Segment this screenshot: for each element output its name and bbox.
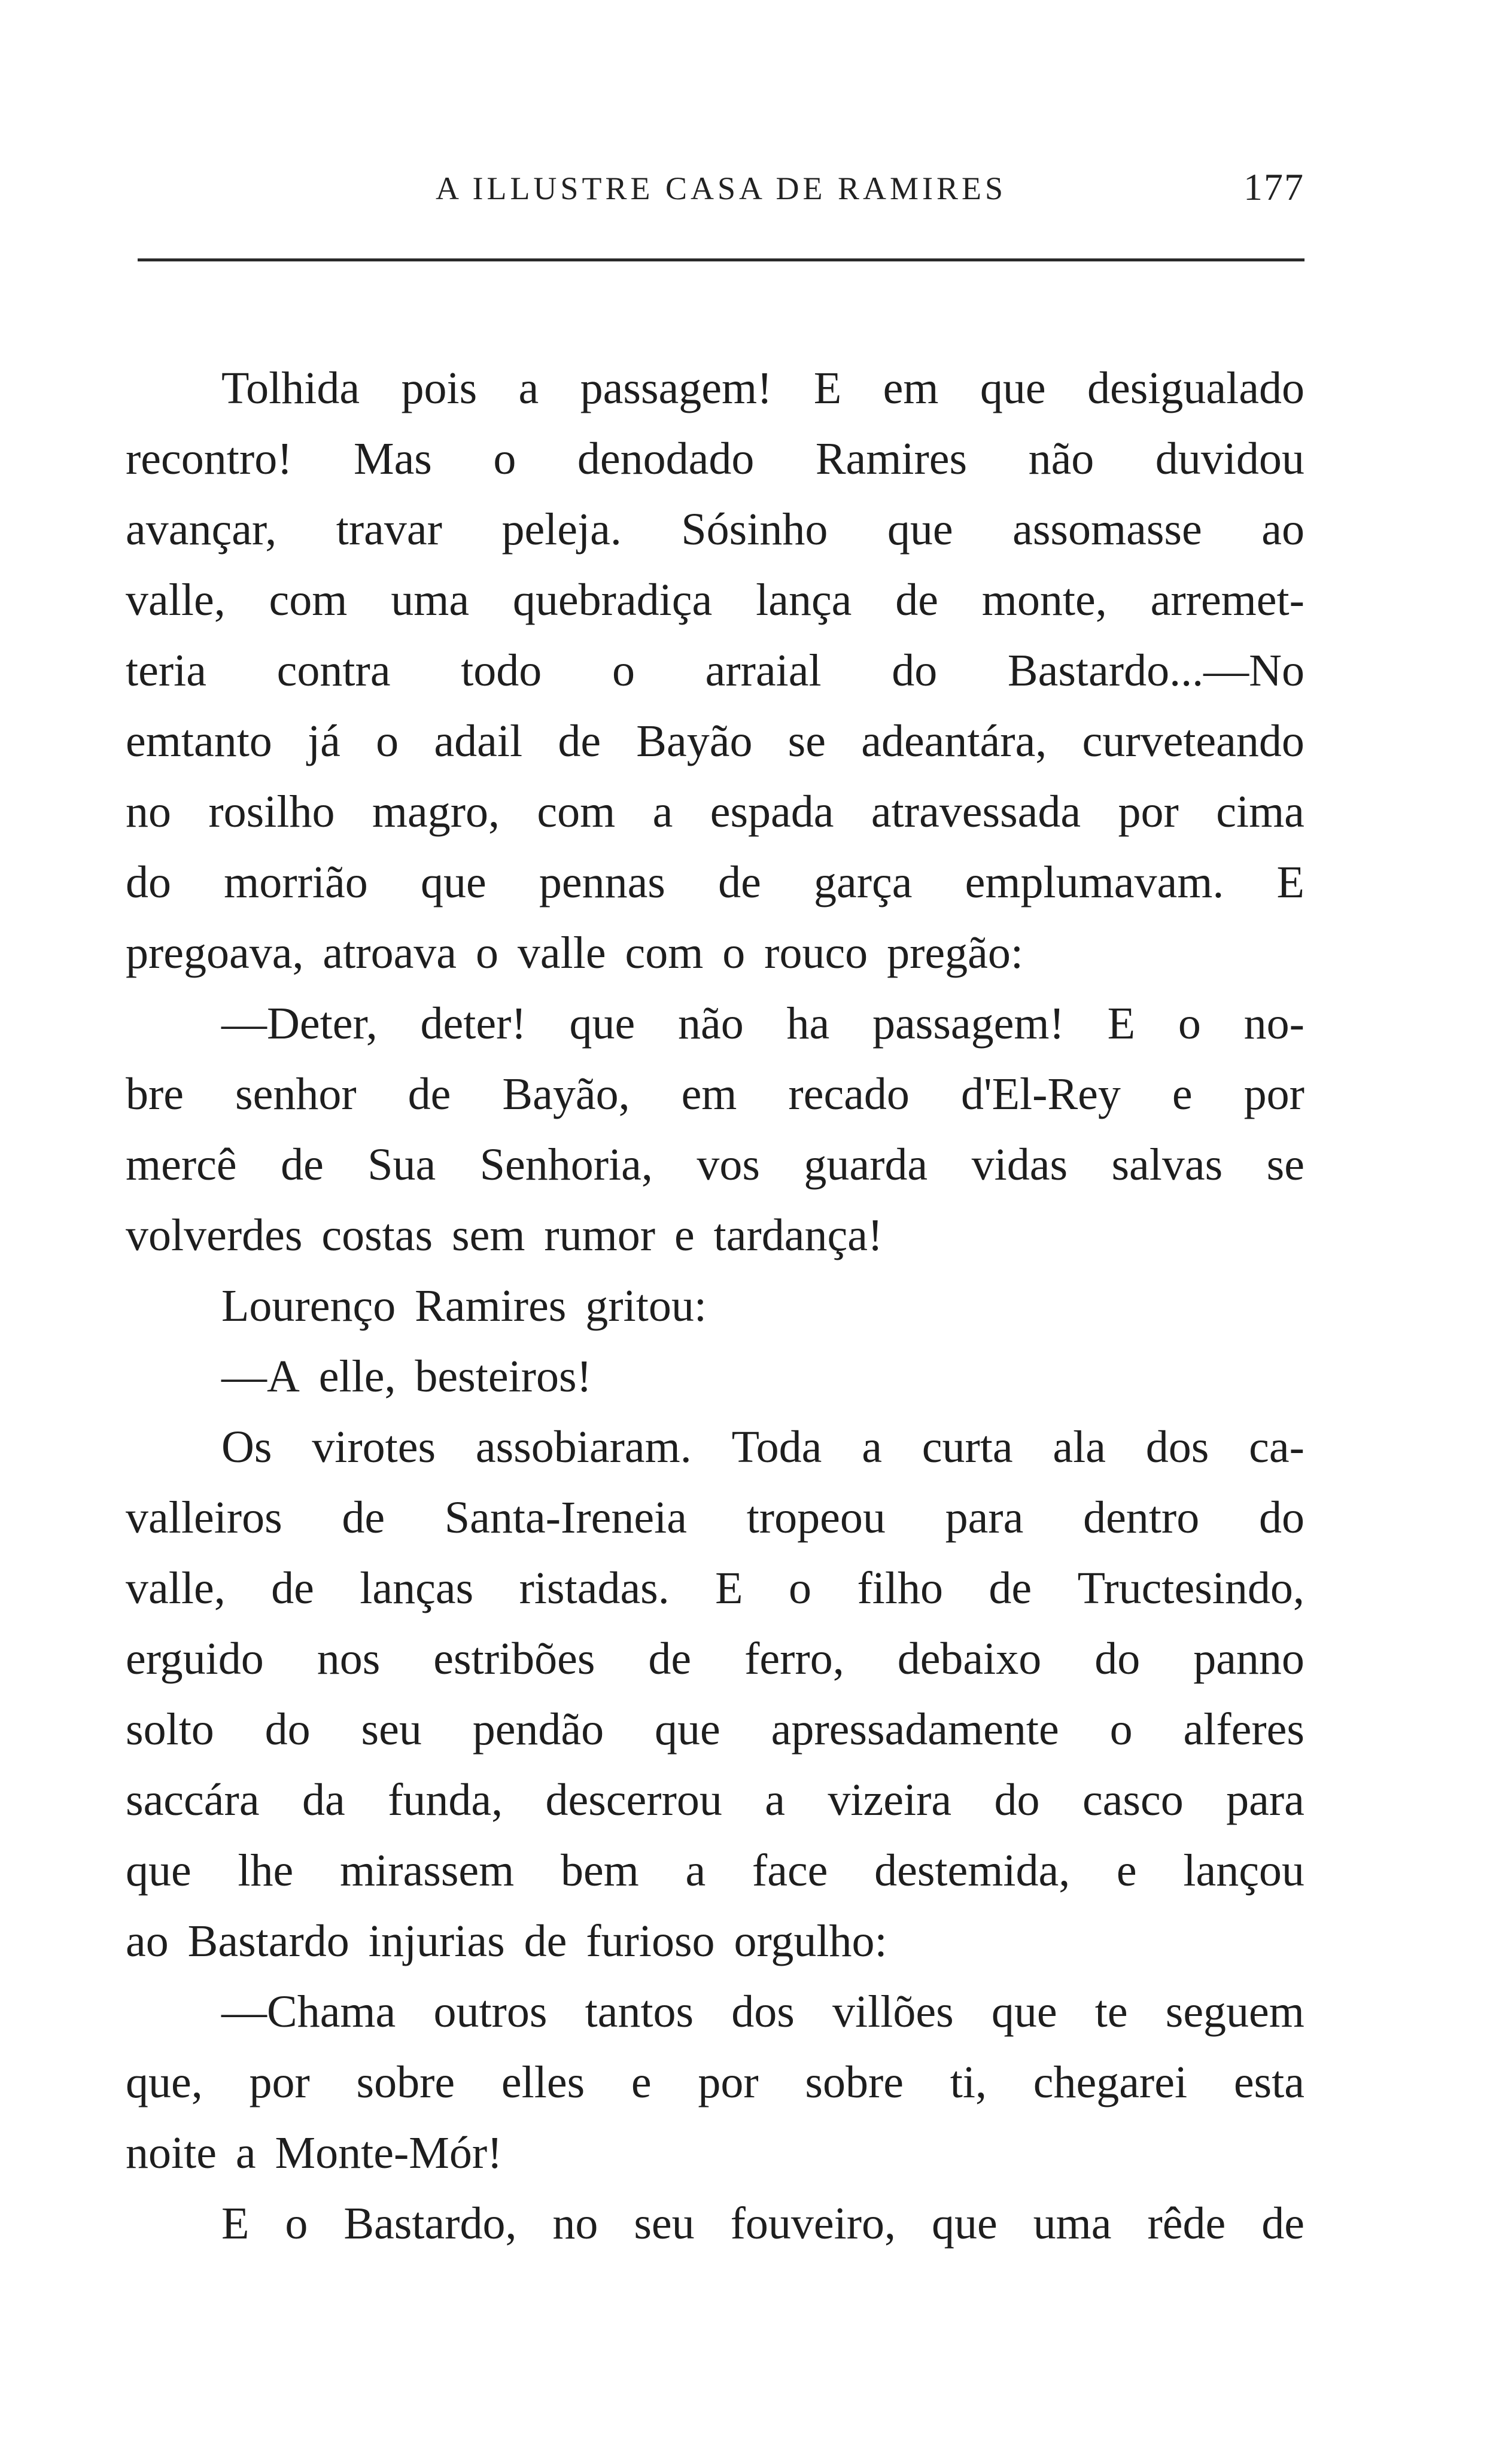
header-rule xyxy=(138,258,1304,261)
word: e xyxy=(1172,1069,1193,1119)
word: filho xyxy=(857,1563,943,1613)
word: volverdes xyxy=(126,1210,303,1260)
word: sobre xyxy=(805,2057,904,2107)
word: passagem! xyxy=(872,998,1065,1049)
word: vizeira xyxy=(828,1775,952,1825)
word: desigualado xyxy=(1087,363,1304,413)
text-line xyxy=(126,353,1304,424)
word: o xyxy=(285,2198,308,2249)
word: bre xyxy=(126,1069,184,1119)
word: para xyxy=(1226,1775,1304,1825)
word: panno xyxy=(1193,1634,1304,1684)
word: adeantára, xyxy=(861,716,1047,766)
word: que, xyxy=(126,2057,203,2107)
text-line xyxy=(126,424,1304,494)
word: ha xyxy=(786,998,830,1049)
text-line xyxy=(126,2188,1304,2259)
word: e xyxy=(1116,1845,1137,1896)
word: pendão xyxy=(472,1704,604,1755)
word: dentro xyxy=(1083,1493,1200,1543)
word: a xyxy=(765,1775,786,1825)
word: seu xyxy=(361,1704,422,1755)
text-line xyxy=(126,494,1304,565)
text-line xyxy=(126,1553,1304,1624)
word: do xyxy=(1258,1493,1304,1543)
word: tardança! xyxy=(713,1210,883,1260)
text-line xyxy=(126,1412,1304,1482)
word: por xyxy=(1243,1069,1304,1119)
word: Sósinho xyxy=(681,504,828,555)
word: descerrou xyxy=(545,1775,722,1825)
word: Sua xyxy=(367,1140,436,1190)
text-line xyxy=(126,1765,1304,1835)
word: assobiaram. xyxy=(475,1422,692,1472)
word: no xyxy=(552,2198,598,2249)
word: E xyxy=(1276,857,1304,907)
word: e xyxy=(631,2057,652,2107)
word: estribões xyxy=(433,1634,595,1684)
word: com xyxy=(625,928,704,978)
word: de xyxy=(342,1493,385,1543)
word: o xyxy=(475,928,498,978)
word: ristadas. xyxy=(519,1563,670,1613)
word: assomasse xyxy=(1012,504,1202,555)
word: valle, xyxy=(126,1563,226,1613)
word: Toda xyxy=(731,1422,822,1472)
word: ferro, xyxy=(744,1634,844,1684)
running-header xyxy=(138,162,1304,215)
word: contra xyxy=(276,645,391,696)
word: erguido xyxy=(126,1634,264,1684)
word: valle, xyxy=(126,575,226,625)
word: monte, xyxy=(981,575,1107,625)
word: ala xyxy=(1053,1422,1106,1472)
word: atravessada xyxy=(871,787,1081,837)
word: debaixo xyxy=(897,1634,1042,1684)
text-line xyxy=(126,1482,1304,1553)
word: pregoava, xyxy=(126,928,304,978)
word: Bastardo xyxy=(187,1916,349,1966)
word: Bayão xyxy=(636,716,753,766)
word: no xyxy=(126,787,171,837)
word: villões xyxy=(832,1987,954,2037)
word: quebradiça xyxy=(512,575,713,625)
word: emtanto xyxy=(126,716,272,766)
word: d'El-Rey xyxy=(960,1069,1121,1119)
word: E xyxy=(813,363,842,413)
word: Tructesindo, xyxy=(1077,1563,1304,1613)
word: o xyxy=(1109,1704,1133,1755)
word: de xyxy=(718,857,761,907)
word: do xyxy=(126,857,171,907)
word: virotes xyxy=(312,1422,436,1472)
word: por xyxy=(249,2057,310,2107)
text-line xyxy=(126,1341,1304,1412)
word: a xyxy=(235,2128,256,2178)
word: rouco xyxy=(764,928,868,978)
word: peleja. xyxy=(501,504,622,555)
word: pennas xyxy=(539,857,665,907)
word: se xyxy=(787,716,826,766)
word: o xyxy=(722,928,746,978)
word: apressadamente xyxy=(771,1704,1059,1755)
word: que xyxy=(980,363,1046,413)
word: todo xyxy=(461,645,542,696)
word: lanças xyxy=(360,1563,474,1613)
word: alferes xyxy=(1183,1704,1304,1755)
word: Lourenço xyxy=(221,1281,396,1331)
word: Bastardo, xyxy=(343,2198,517,2249)
word: do xyxy=(1094,1634,1141,1684)
word: destemida, xyxy=(874,1845,1071,1896)
word: seguem xyxy=(1165,1987,1304,2037)
word: funda, xyxy=(388,1775,503,1825)
word: noite xyxy=(126,2128,217,2178)
word: face xyxy=(752,1845,828,1896)
word: passagem! xyxy=(580,363,773,413)
text-line xyxy=(126,1059,1304,1129)
word: Ramires xyxy=(415,1281,567,1331)
text-line xyxy=(126,706,1304,776)
word: morrião xyxy=(224,857,368,907)
word: arremet- xyxy=(1150,575,1304,625)
text-line xyxy=(126,1624,1304,1694)
word: denodado xyxy=(577,434,755,484)
word: Tolhida xyxy=(221,363,360,413)
word: mercê xyxy=(126,1140,237,1190)
word: e xyxy=(674,1210,695,1260)
word: besteiros! xyxy=(415,1351,592,1402)
word: E xyxy=(715,1563,743,1613)
word: seu xyxy=(634,2198,695,2249)
word: rêde xyxy=(1147,2198,1226,2249)
word: da xyxy=(302,1775,345,1825)
word: do xyxy=(892,645,938,696)
word: elle, xyxy=(318,1351,396,1402)
word: a xyxy=(518,363,539,413)
word: senhor xyxy=(235,1069,357,1119)
word: curveteando xyxy=(1082,716,1304,766)
word: que xyxy=(420,857,486,907)
word: rumor xyxy=(544,1210,656,1260)
word: te xyxy=(1094,1987,1128,2037)
word: que xyxy=(569,998,635,1049)
word: o xyxy=(1178,998,1201,1049)
word: Os xyxy=(221,1422,272,1472)
word: deter! xyxy=(420,998,527,1049)
word: E xyxy=(1107,998,1136,1049)
word: do xyxy=(994,1775,1040,1825)
word: casco xyxy=(1082,1775,1184,1825)
word: fouveiro, xyxy=(730,2198,896,2249)
word: recontro! xyxy=(126,434,293,484)
word: de xyxy=(271,1563,314,1613)
word: elles xyxy=(501,2057,585,2107)
word: avançar, xyxy=(126,504,277,555)
text-line xyxy=(126,1129,1304,1200)
word: travar xyxy=(336,504,442,555)
word: ca- xyxy=(1249,1422,1304,1472)
word: já xyxy=(308,716,340,766)
word: Santa-Ireneia xyxy=(444,1493,687,1543)
word: Bayão, xyxy=(502,1069,630,1119)
word: valle xyxy=(517,928,606,978)
word: de xyxy=(989,1563,1032,1613)
word: sobre xyxy=(356,2057,455,2107)
word: de xyxy=(281,1140,324,1190)
word: —Chama xyxy=(221,1987,396,2037)
text-line xyxy=(126,988,1304,1059)
word: lhe xyxy=(238,1845,294,1896)
word: de xyxy=(648,1634,692,1684)
word: tropeou xyxy=(746,1493,886,1543)
text-line xyxy=(126,847,1304,918)
word: emplumavam. xyxy=(965,857,1224,907)
word: Bastardo...—No xyxy=(1007,645,1304,696)
word: em xyxy=(681,1069,737,1119)
word: furioso xyxy=(586,1916,715,1966)
word: sem xyxy=(452,1210,525,1260)
word: gritou: xyxy=(585,1281,707,1331)
text-line xyxy=(126,1976,1304,2047)
word: Ramires xyxy=(815,434,968,484)
word: lançou xyxy=(1183,1845,1304,1896)
word: de xyxy=(1261,2198,1304,2249)
text-line xyxy=(126,565,1304,635)
word: curta xyxy=(922,1422,1013,1472)
word: o xyxy=(493,434,516,484)
word: o xyxy=(612,645,635,696)
word: o xyxy=(376,716,399,766)
word: que xyxy=(887,504,953,555)
word: solto xyxy=(126,1704,214,1755)
word: o xyxy=(789,1563,812,1613)
text-line xyxy=(126,1694,1304,1765)
word: vidas xyxy=(971,1140,1068,1190)
word: de xyxy=(558,716,601,766)
text-line xyxy=(126,2118,1304,2188)
word: que xyxy=(126,1845,191,1896)
word: ti, xyxy=(950,2057,987,2107)
text-line xyxy=(126,1271,1304,1341)
word: Senhoria, xyxy=(479,1140,653,1190)
body-text xyxy=(126,353,1304,2259)
word: rosilho xyxy=(208,787,335,837)
word: não xyxy=(1028,434,1094,484)
running-title: A ILLUSTRE CASA DE RAMIRES xyxy=(435,170,1007,206)
word: uma xyxy=(391,575,470,625)
word: cima xyxy=(1216,787,1304,837)
word: magro, xyxy=(372,787,500,837)
word: de xyxy=(408,1069,451,1119)
word: ao xyxy=(1261,504,1304,555)
word: atroava xyxy=(323,928,457,978)
word: lança xyxy=(756,575,852,625)
word: espada xyxy=(710,787,834,837)
word: saccára xyxy=(126,1775,260,1825)
word: dos xyxy=(1145,1422,1209,1472)
word: costas xyxy=(321,1210,433,1260)
word: pregão: xyxy=(887,928,1023,978)
word: Mas xyxy=(354,434,432,484)
word: nos xyxy=(317,1634,381,1684)
text-line xyxy=(126,1906,1304,1976)
word: recado xyxy=(788,1069,910,1119)
word: que xyxy=(655,1704,720,1755)
word: ao xyxy=(126,1916,169,1966)
text-line xyxy=(126,2047,1304,2118)
word: outros xyxy=(433,1987,548,2037)
word: duvidou xyxy=(1155,434,1304,484)
word: por xyxy=(698,2057,759,2107)
word: bem xyxy=(560,1845,639,1896)
word: a xyxy=(652,787,673,837)
word: adail xyxy=(434,716,523,766)
text-line xyxy=(126,918,1304,988)
word: garça xyxy=(813,857,913,907)
word: pois xyxy=(401,363,478,413)
word: com xyxy=(269,575,348,625)
word: vos xyxy=(697,1140,760,1190)
word: do xyxy=(264,1704,311,1755)
word: esta xyxy=(1233,2057,1304,2107)
word: que xyxy=(991,1987,1057,2037)
word: arraial xyxy=(705,645,822,696)
word: no- xyxy=(1243,998,1304,1049)
text-line xyxy=(126,1835,1304,1906)
word: uma xyxy=(1033,2198,1112,2249)
word: para xyxy=(945,1493,1024,1543)
word: mirassem xyxy=(339,1845,515,1896)
word: a xyxy=(685,1845,706,1896)
word: não xyxy=(678,998,744,1049)
word: orgulho: xyxy=(734,1916,887,1966)
word: de xyxy=(524,1916,567,1966)
word: —A xyxy=(221,1351,300,1402)
text-line xyxy=(126,776,1304,847)
word: teria xyxy=(126,645,207,696)
word: tantos xyxy=(585,1987,694,2037)
word: a xyxy=(862,1422,882,1472)
page-number: 177 xyxy=(1243,166,1304,208)
word: de xyxy=(895,575,938,625)
word: com xyxy=(537,787,616,837)
word: chegarei xyxy=(1033,2057,1188,2107)
text-line xyxy=(126,1200,1304,1271)
word: salvas xyxy=(1111,1140,1223,1190)
word: Monte-Mór! xyxy=(275,2128,503,2178)
word: se xyxy=(1266,1140,1304,1190)
word: —Deter, xyxy=(221,998,378,1049)
word: por xyxy=(1118,787,1179,837)
word: E xyxy=(221,2198,250,2249)
word: injurias xyxy=(368,1916,505,1966)
word: em xyxy=(883,363,939,413)
word: que xyxy=(932,2198,998,2249)
word: guarda xyxy=(804,1140,928,1190)
text-line xyxy=(126,635,1304,706)
word: dos xyxy=(731,1987,795,2037)
word: valleiros xyxy=(126,1493,282,1543)
